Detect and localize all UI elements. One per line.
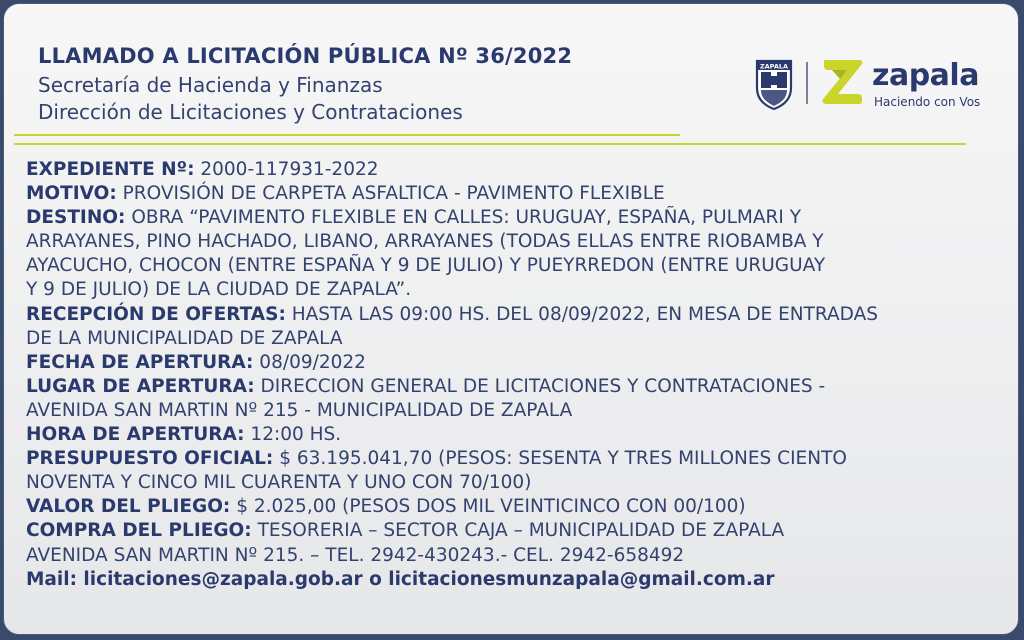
logo-separator <box>806 62 808 104</box>
presupuesto-value-1: $ 63.195.041,70 (PESOS: SESENTA Y TRES MILLONES CIENTO <box>279 448 847 470</box>
lugar-value-1: DIRECCION GENERAL DE LICITACIONES Y CONTRATACIONES - <box>260 375 826 397</box>
destino-value-2: ARRAYANES, PINO HACHADO, LIBANO, ARRAYANES (TODAS ELLAS ENTRE RIOBAMBA Y <box>26 231 824 253</box>
shield-text: ZAPALA <box>759 62 789 71</box>
recepcion-value-1: HASTA LAS 09:00 HS. DEL 08/09/2022, EN MESA DE ENTRADAS <box>291 303 878 325</box>
expediente-line <box>26 158 1019 182</box>
destino-value-4: Y 9 DE JULIO) DE LA CIUDAD DE ZAPALA”. <box>26 279 412 301</box>
divider-short <box>14 134 680 136</box>
motivo-label: MOTIVO: <box>26 183 117 205</box>
lugar-line <box>26 375 1019 399</box>
destino-label: DESTINO: <box>26 207 126 229</box>
recepcion-label: RECEPCIÓN DE OFERTAS: <box>26 303 286 325</box>
zapala-logo <box>754 54 1004 114</box>
compra-label: COMPRA DEL PLIEGO: <box>26 520 252 542</box>
compra-value-1: TESORERIA – SECTOR CAJA – MUNICIPALIDAD DE ZAPALA <box>257 520 785 542</box>
hora-value: 12:00 HS. <box>250 424 342 446</box>
lugar-label: LUGAR DE APERTURA: <box>26 375 255 397</box>
notice-title: LLAMADO A LICITACIÓN PÚBLICA Nº 36/2022 <box>38 44 573 68</box>
compra-value-2: AVENIDA SAN MARTIN Nº 215. – TEL. 2942-430243.- CEL. 2942-658492 <box>26 544 685 566</box>
destino-line <box>26 206 1019 230</box>
municipal-shield-icon <box>754 58 794 110</box>
fecha-label: FECHA DE APERTURA: <box>26 351 254 373</box>
fecha-value: 08/09/2022 <box>259 351 366 373</box>
compra-line <box>26 519 1019 543</box>
motivo-value: PROVISIÓN DE CARPETA ASFALTICA - PAVIMENTO FLEXIBLE <box>122 183 665 205</box>
expediente-label: EXPEDIENTE Nº: <box>26 159 195 180</box>
motivo-line <box>26 182 1019 206</box>
destino-value-1: OBRA “PAVIMENTO FLEXIBLE EN CALLES: URUGUAY, ESPAÑA, PULMARI Y <box>131 207 802 229</box>
brand-tagline: Haciendo con Vos <box>874 95 981 109</box>
divider-long <box>14 143 966 145</box>
presupuesto-label: PRESUPUESTO OFICIAL: <box>26 448 274 470</box>
expediente-value: 2000-117931-2022 <box>200 159 379 180</box>
notice-card <box>3 3 1019 635</box>
brand-name: zapala <box>872 58 979 93</box>
valor-value: $ 2.025,00 (PESOS DOS MIL VEINTICINCO CON 00/100) <box>236 496 746 518</box>
valor-label: VALOR DEL PLIEGO: <box>26 496 231 518</box>
office-name: Dirección de Licitaciones y Contrataciones <box>38 100 463 124</box>
presupuesto-line <box>26 447 1019 471</box>
contact-email-line: Mail: licitaciones@zapala.gob.ar o licitacionesmunzapala@gmail.com.ar <box>26 568 775 590</box>
z-mark-icon <box>818 56 866 108</box>
hora-line <box>26 423 1019 447</box>
department-name: Secretaría de Hacienda y Finanzas <box>38 73 383 97</box>
recepcion-value-2: DE LA MUNICIPALIDAD DE ZAPALA <box>26 327 343 349</box>
valor-line <box>26 495 1019 519</box>
hora-label: HORA DE APERTURA: <box>26 424 245 446</box>
presupuesto-value-2: NOVENTA Y CINCO MIL CUARENTA Y UNO CON 70/100) <box>26 472 532 494</box>
lugar-value-2: AVENIDA SAN MARTIN Nº 215 - MUNICIPALIDAD DE ZAPALA <box>26 399 573 421</box>
fecha-line <box>26 351 1019 375</box>
notice-details <box>26 158 1019 592</box>
destino-value-3: AYACUCHO, CHOCON (ENTRE ESPAÑA Y 9 DE JULIO) Y PUEYRREDON (ENTRE URUGUAY <box>26 255 826 277</box>
recepcion-line <box>26 303 1019 327</box>
